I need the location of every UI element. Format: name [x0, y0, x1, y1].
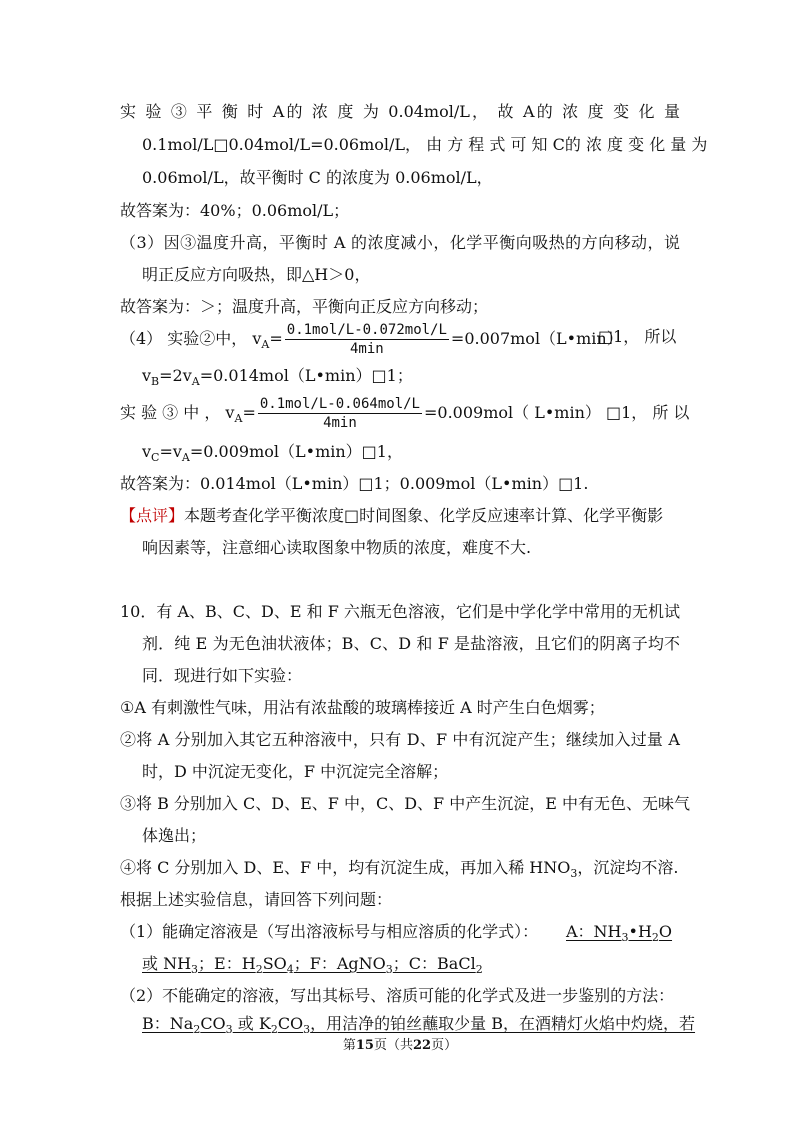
answer-text — [142, 954, 483, 977]
text-segment: O — [658, 922, 673, 941]
text-line: （2）不能确定的溶液，写出其标号、溶质可能的化学式及进一步鉴别的方法： — [120, 986, 675, 1005]
subscript: 3 — [621, 931, 629, 945]
text-segment: 实 验 ③ 中 ， v — [120, 403, 235, 422]
footer-text: 页） — [431, 1038, 458, 1053]
text-segment: □1； — [371, 366, 413, 385]
text-line: 同．现进行如下实验： — [142, 666, 303, 685]
subscript: A — [191, 375, 200, 389]
text-segment: ；F：AgNO — [293, 954, 386, 973]
subscript: 2 — [255, 963, 263, 977]
text-segment: ；E：H — [198, 954, 256, 973]
text-line: 体逸出； — [142, 826, 207, 845]
text-line: 0.06mol/L，故平衡时 C 的浓度为 0.06mol/L， — [142, 168, 493, 187]
page-total: 22 — [413, 1038, 432, 1053]
text-segment: （4） 实验②中， v — [120, 329, 262, 348]
text-line: ②将 A 分别加入其它五种溶液中，只有 D、F 中有沉淀产生；继续加入过量 A — [120, 730, 680, 749]
fraction-numerator: 0.1mol/L-0.072mol/L — [286, 322, 447, 338]
text-segment: =0.009mol（L•min） — [189, 442, 362, 461]
text-segment: CO — [200, 1014, 226, 1033]
text-segment: □1， — [361, 442, 403, 461]
subscript: 3 — [191, 963, 199, 977]
text-segment: v — [142, 442, 152, 461]
text-segment: ④将 C 分别加入 D、E、F 中，均有沉淀生成，再加入稀 HNO — [120, 858, 571, 877]
text-segment: （1）能确定溶液是（写出溶液标号与相应溶质的化学式）： — [120, 922, 539, 941]
text-segment: A：NH — [566, 922, 622, 941]
answer-text — [566, 922, 673, 945]
subscript: A — [181, 451, 190, 465]
subscript: 3 — [303, 1023, 311, 1037]
fraction-numerator: 0.1mol/L-0.064mol/L — [259, 396, 420, 412]
footer-text: 页（共 — [373, 1038, 413, 1053]
subscript: 2 — [475, 963, 483, 977]
text-segment: =0.007mol（L•min） — [450, 329, 623, 348]
subscript: 2 — [193, 1023, 201, 1037]
text-segment: =2v — [159, 366, 192, 385]
formula-line — [142, 366, 413, 389]
text-line: 故答案为：40%；0.06mol/L； — [120, 201, 350, 220]
subscript: 3 — [570, 867, 578, 881]
fraction-denominator: 4min — [323, 415, 357, 431]
subscript: A — [234, 412, 243, 426]
text-line: ③将 B 分别加入 C、D、E、F 中，C、D、F 中产生沉淀，E 中有无色、无味气 — [120, 794, 690, 813]
text-segment: SO — [262, 954, 287, 973]
answer-line — [120, 922, 538, 942]
comment-tag: 【点评】 — [120, 506, 185, 525]
comment-line — [120, 506, 663, 526]
formula-line — [120, 322, 623, 357]
text-line: 响因素等，注意细心读取图象中物质的浓度，难度不大. — [142, 538, 532, 557]
text-line: 0.1mol/L□0.04mol/L=0.06mol/L， 由 方 程 式 可 知 C的 浓 度 变 化 量 为 — [142, 135, 708, 154]
text-segment: 或 NH — [142, 954, 192, 973]
text-line: 故答案为：0.014mol（L•min）□1；0.009mol（L•min）□1. — [120, 474, 589, 493]
text-line: ①A 有刺激性气味，用沾有浓盐酸的玻璃棒接近 A 时产生白色烟雾； — [120, 698, 605, 717]
subscript: 2 — [270, 1023, 278, 1037]
page-number: 15 — [355, 1038, 374, 1053]
text-segment: ；C：BaCl — [392, 954, 476, 973]
subscript: 2 — [651, 931, 659, 945]
footer-text: 第 — [342, 1038, 356, 1053]
formula-line — [120, 396, 689, 431]
fraction — [285, 322, 449, 357]
text-line — [120, 858, 679, 881]
subscript: C — [151, 451, 160, 465]
text-line: 实 验 ③ 平 衡 时 A的 浓 度 为 0.04mol/L， 故 A的 浓 度 变 化 量 — [120, 102, 680, 121]
text-line: 根据上述实验信息，请回答下列问题： — [120, 890, 393, 909]
text-segment: B：Na — [142, 1014, 194, 1033]
text-segment: = — [242, 403, 256, 422]
text-segment: ，用洁净的铂丝蘸取少量 B，在酒精灯火焰中灼烧，若 — [310, 1014, 696, 1033]
subscript: 4 — [286, 963, 294, 977]
subscript: 3 — [385, 963, 393, 977]
text-segment: •H — [628, 922, 652, 941]
text-segment: 或 K — [232, 1014, 271, 1033]
text-segment: =0.009mol（ L•min） □1， 所 以 — [424, 403, 690, 422]
fraction — [258, 396, 422, 431]
text-line: 故答案为：＞；温度升高，平衡向正反应方向移动； — [120, 297, 489, 316]
text-line: 时，D 中沉淀无变化，F 中沉淀完全溶解； — [142, 762, 449, 781]
question-title: 10．有 A、B、C、D、E 和 F 六瓶无色溶液，它们是中学化学中常用的无机试 — [120, 602, 680, 621]
text-segment: =0.014mol（L•min） — [199, 366, 372, 385]
text-segment: v — [142, 366, 152, 385]
text-segment: =v — [159, 442, 182, 461]
subscript: B — [151, 375, 160, 389]
text-line: （3）因③温度升高，平衡时 A 的浓度减小，化学平衡向吸热的方向移动，说 — [120, 233, 680, 252]
text-segment: CO — [277, 1014, 304, 1033]
text-segment: ，沉淀均不溶. — [577, 858, 679, 877]
text-segment: = — [269, 329, 283, 348]
fraction-denominator: 4min — [349, 341, 384, 357]
subscript: A — [261, 338, 270, 352]
page-footer — [0, 1038, 800, 1054]
text-line: □1， 所以 — [598, 327, 677, 346]
formula-line — [142, 442, 403, 465]
text-line: 剂．纯 E 为无色油状液体；B、C、D 和 F 是盐溶液，且它们的阴离子均不 — [142, 634, 680, 653]
text-segment: 本题考查化学平衡浓度□时间图象、化学反应速率计算、化学平衡影 — [184, 506, 664, 525]
answer-text — [142, 1014, 696, 1037]
text-line: 明正反应方向吸热，即△H＞0， — [142, 265, 371, 284]
subscript: 3 — [225, 1023, 233, 1037]
